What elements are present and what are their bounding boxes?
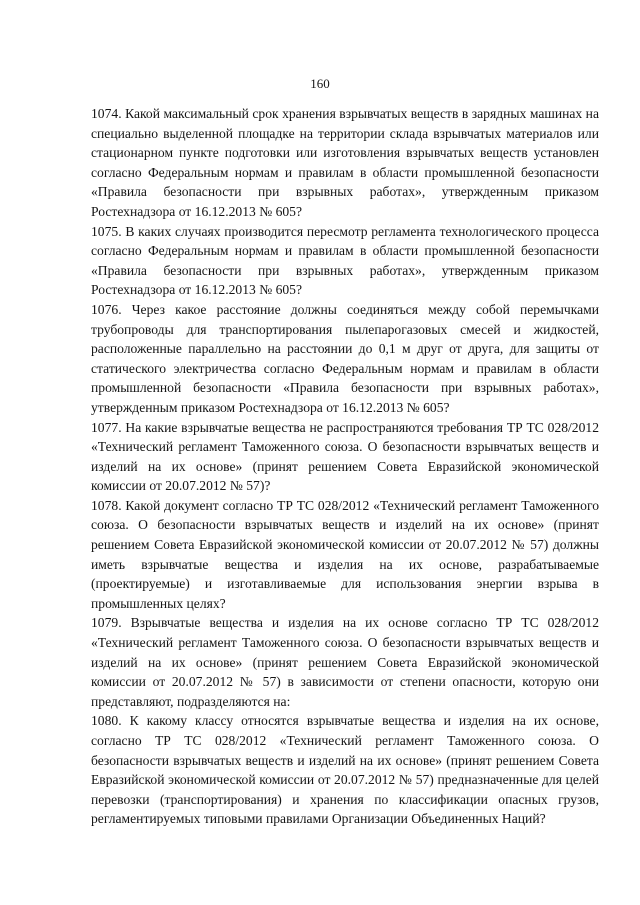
page-number: 160 [310,76,330,91]
question-1077: 1077. На какие взрывчатые вещества не распространяются требования ТР ТС 028/2012 «Технический регламент Таможенного союза. О безопасности взрывчатых веществ и изделий на их основе» (принят решением Совета Евразийской экономической комиссии от 20.07.2012 № 57)? [91,419,599,494]
question-1080: 1080. К какому классу относятся взрывчатые вещества и изделия на их основе, согласно ТР ТС 028/2012 «Технический регламент Таможенного союза. О безопасности взрывчатых веществ и изделий на их основе» (принят решением Совета Евразийской экономической комиссии от 20.07.2012 № 57) предназначенные для целей перевозки (транспортирования) и хранения по классификации опасных грузов, регламентируемых типовыми правилами Организации Объединенных Наций? [91,713,599,827]
question-1079: 1079. Взрывчатые вещества и изделия на их основе согласно ТР ТС 028/2012 «Технический регламент Таможенного союза. О безопасности взрывчатых веществ и изделий на их основе» (принят решением Совета Евразийской экономической комиссии от 20.07.2012 № 57) в зависимости от степени опасности, которую они представляют, подразделяются на: [91,615,599,709]
question-1075: 1075. В каких случаях производится пересмотр регламента технологического процесса согласно Федеральным нормам и правилам в области промышленной безопасности «Правила безопасности при взрывных работах», утвержденным приказом Ростехнадзора от 16.12.2013 № 605? [91,223,599,298]
document-body [91,104,599,829]
question-1078: 1078. Какой документ согласно ТР ТС 028/2012 «Технический регламент Таможенного союза. О безопасности взрывчатых веществ и изделий на их основе» (принят решением Совета Евразийской экономической комиссии от 20.07.2012 № 57) должны иметь взрывчатые вещества и изделия на их основе, разрабатываемые (проектируемые) и изготавливаемые для использования энергии взрыва в промышленных целях? [91,497,599,611]
question-1074: 1074. Какой максимальный срок хранения взрывчатых веществ в зарядных машинах на специально выделенной площадке на территории склада взрывчатых материалов или стационарном пункте подготовки или изготовления взрывчатых веществ установлен согласно Федеральным нормам и правилам в области промышленной безопасности «Правила безопасности при взрывных работах», утвержденным приказом Ростехнадзора от 16.12.2013 № 605? [91,106,599,219]
question-1076: 1076. Через какое расстояние должны соединяться между собой перемычками трубопроводы для транспортирования пылепарогазовых смесей и жидкостей, расположенные параллельно на расстоянии до 0,1 м друг от друга, для защиты от статического электричества согласно Федеральным нормам и правилам в области промышленной безопасности «Правила безопасности при взрывных работах», утвержденным приказом Ростехнадзора от 16.12.2013 № 605? [91,301,599,415]
